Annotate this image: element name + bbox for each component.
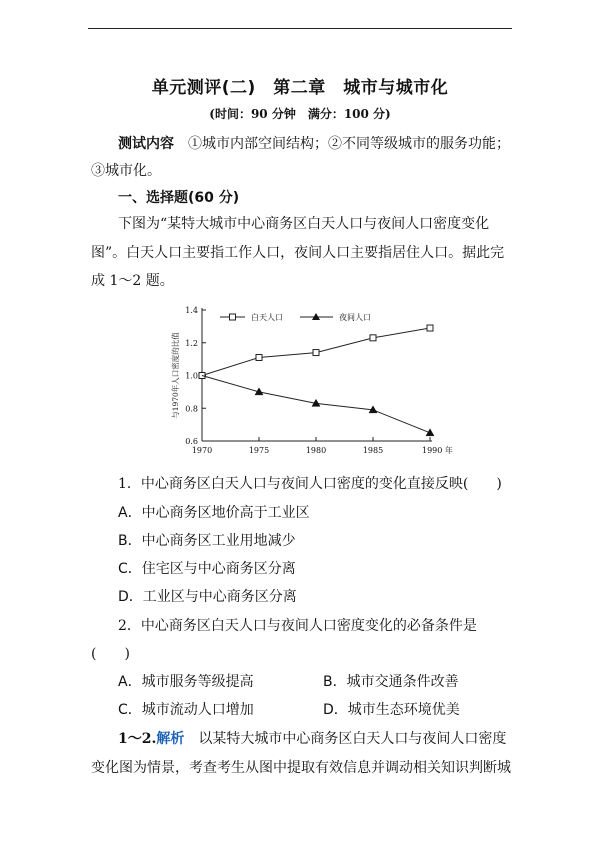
y-tick-label: 1.2 — [185, 338, 198, 348]
analysis-text-1: 以某特大城市中心商务区白天人口与夜间人口密度 — [184, 731, 507, 747]
intro-line-2: 图”。白天人口主要指工作人口，夜间人口主要指居住人口。据此完 — [91, 245, 505, 261]
analysis-label: 解析 — [156, 731, 185, 747]
q1-stem: 1．中心商务区白天人口与夜间人口密度的变化直接反映( ) — [118, 476, 502, 492]
x-tick-label: 1975 — [248, 446, 270, 455]
top-rule — [88, 28, 512, 29]
intro-line-3: 成 1～2 题。 — [91, 273, 174, 289]
q1-option-c: C．住宅区与中心商务区分离 — [118, 561, 296, 577]
q1-option-a: A．中心商务区地价高于工业区 — [118, 505, 310, 521]
chart-ticks — [185, 306, 453, 455]
y-tick-label: 0.6 — [185, 437, 198, 446]
q2-option-d: D．城市生态环境优美 — [323, 702, 460, 718]
q1-option-b: B．中心商务区工业用地减少 — [118, 533, 296, 549]
nighttime-point — [426, 429, 434, 436]
q2-option-c: C．城市流动人口增加 — [118, 702, 254, 718]
content-label: 测试内容 — [118, 136, 174, 152]
x-tick-label: 1970 — [191, 446, 213, 455]
y-tick-label: 1.4 — [185, 306, 198, 315]
daytime-point — [427, 325, 433, 331]
analysis-line-2: 变化图为情景，考查考生从图中提取有效信息并调动相关知识判断城 — [91, 760, 511, 776]
content-text-1: ①城市内部空间结构；②不同等级城市的服务功能； — [188, 136, 510, 152]
page-title: 单元测评(二) 第二章 城市与城市化 — [151, 78, 449, 98]
content-line-2: ③城市化。 — [91, 163, 161, 179]
q2-stem-2: ( ) — [91, 646, 130, 662]
chart-axes — [202, 308, 432, 441]
daytime-point — [370, 335, 376, 341]
q1-option-d: D．工业区与中心商务区分离 — [118, 589, 297, 605]
q2-option-a: A．城市服务等级提高 — [118, 674, 254, 690]
x-tick-label: 1985 — [362, 446, 384, 455]
population-chart — [165, 300, 475, 465]
analysis-line-1 — [118, 730, 516, 748]
daytime-point — [256, 354, 262, 360]
q2-stem-1: 2．中心商务区白天人口与夜间人口密度变化的必备条件是 — [118, 618, 477, 634]
q2-option-b: B．城市交通条件改善 — [323, 674, 459, 690]
y-tick-label: 1.0 — [185, 371, 198, 381]
chart-legend — [220, 312, 371, 322]
x-tick-label: 1980 — [305, 446, 327, 455]
section-heading: 一、选择题(60 分) — [118, 190, 240, 206]
y-tick-label: 0.8 — [185, 404, 198, 414]
chart-svg — [165, 300, 475, 465]
chart-series — [199, 325, 434, 436]
content-line-1 — [118, 135, 516, 153]
intro-line-1: 下图为“某特大城市中心商务区白天人口与夜间人口密度变化 — [118, 216, 490, 232]
analysis-prefix: 1～2. — [118, 731, 157, 747]
daytime-point — [313, 350, 319, 356]
legend-marker-daytime — [230, 314, 236, 320]
x-tick-label: 1990 年 — [422, 446, 453, 455]
legend-label-nighttime: 夜间人口 — [339, 313, 371, 322]
legend-label-daytime: 白天人口 — [251, 313, 283, 322]
exam-info: (时间：90 分钟 满分：100 分) — [209, 107, 391, 121]
y-axis-label: 与1970年人口密度的比值 — [171, 332, 180, 419]
